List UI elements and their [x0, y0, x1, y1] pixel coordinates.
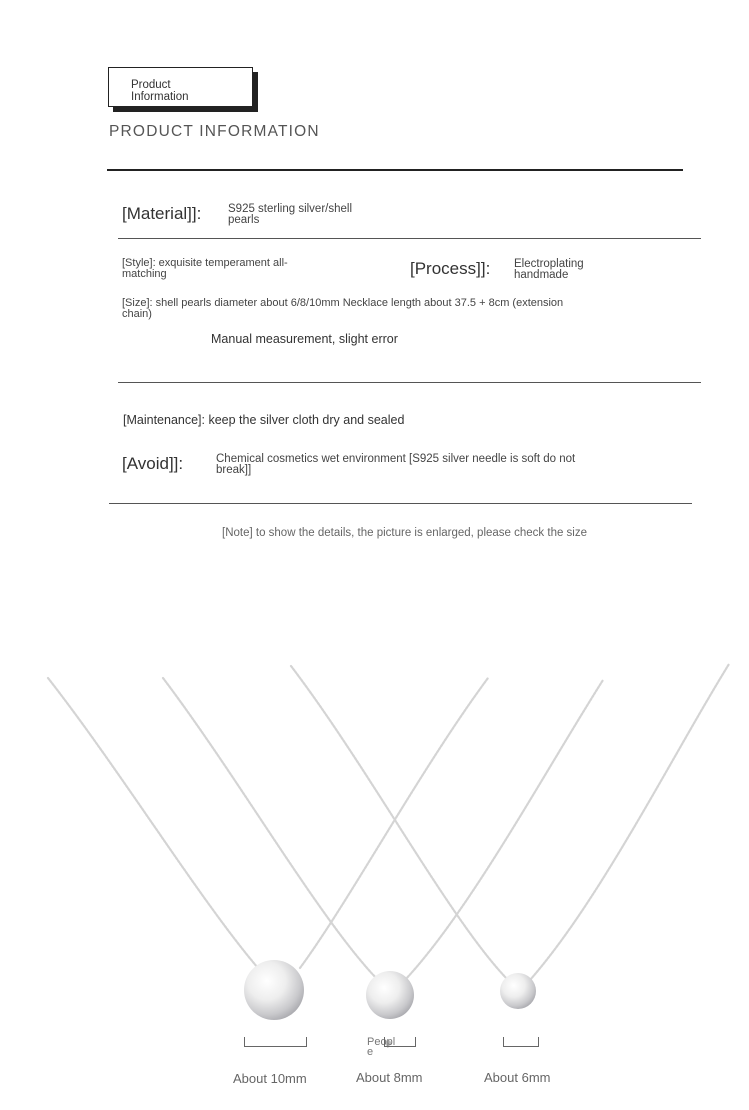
style-line-1: [Style]: exquisite temperament all-: [122, 257, 288, 269]
watermark-line-2: e: [367, 1046, 374, 1058]
avoid-value-line-1: Chemical cosmetics wet environment [S925 silver needle is soft do not: [216, 453, 576, 465]
size-label-6mm: About 6mm: [484, 1070, 551, 1085]
material-value-line-1: S925 sterling silver/shell: [228, 203, 353, 215]
size-label-8mm: About 8mm: [356, 1070, 423, 1085]
pearl-6mm: [500, 973, 536, 1009]
process-label: [Process]]:: [410, 259, 491, 278]
maintenance-text: [Maintenance]: keep the silver cloth dry and sealed: [123, 413, 405, 427]
title-divider: [107, 169, 683, 171]
avoid-value-line-2: break]]: [216, 464, 252, 476]
divider-2: [118, 382, 701, 383]
section-title: PRODUCT INFORMATION: [109, 123, 320, 140]
badge-line-2: Information: [131, 91, 189, 103]
chain-10mm: [48, 678, 258, 968]
badge-line-1: Product: [131, 79, 171, 91]
material-value: [228, 204, 352, 226]
size-note: [Note] to show the details, the picture is enlarged, please check the size: [222, 527, 588, 539]
watermark-line-1: Peopl: [367, 1036, 396, 1048]
divider-3: [109, 503, 692, 504]
size-bracket-6mm: [503, 1037, 539, 1047]
size-line-2: chain): [122, 308, 152, 320]
material-label: [Material]]:: [122, 204, 202, 223]
process-value-line-2: handmade: [514, 269, 569, 281]
size-text: [122, 298, 563, 320]
process-value-line-1: Electroplating: [514, 258, 584, 270]
size-line-1: [Size]: shell pearls diameter about 6/8/10mm Necklace length about 37.5 + 8cm (extension: [122, 297, 564, 309]
style-text: [122, 258, 288, 280]
size-label-10mm: About 10mm: [233, 1071, 307, 1086]
size-bracket-10mm: [244, 1037, 307, 1047]
pearl-8mm: [366, 971, 414, 1019]
badge-text: [131, 79, 221, 103]
style-line-2: matching: [122, 268, 167, 280]
avoid-value: [216, 454, 575, 476]
avoid-label: [Avoid]]:: [122, 454, 184, 473]
divider-1: [118, 238, 701, 239]
material-value-line-2: pearls: [228, 214, 260, 226]
chain-8mm: [163, 678, 378, 980]
pearl-10mm: [244, 960, 304, 1020]
size-bracket-8mm: [384, 1037, 416, 1047]
measurement-note: Manual measurement, slight error: [211, 332, 398, 346]
necklace-photo: [0, 650, 749, 1050]
process-value: [514, 259, 584, 281]
